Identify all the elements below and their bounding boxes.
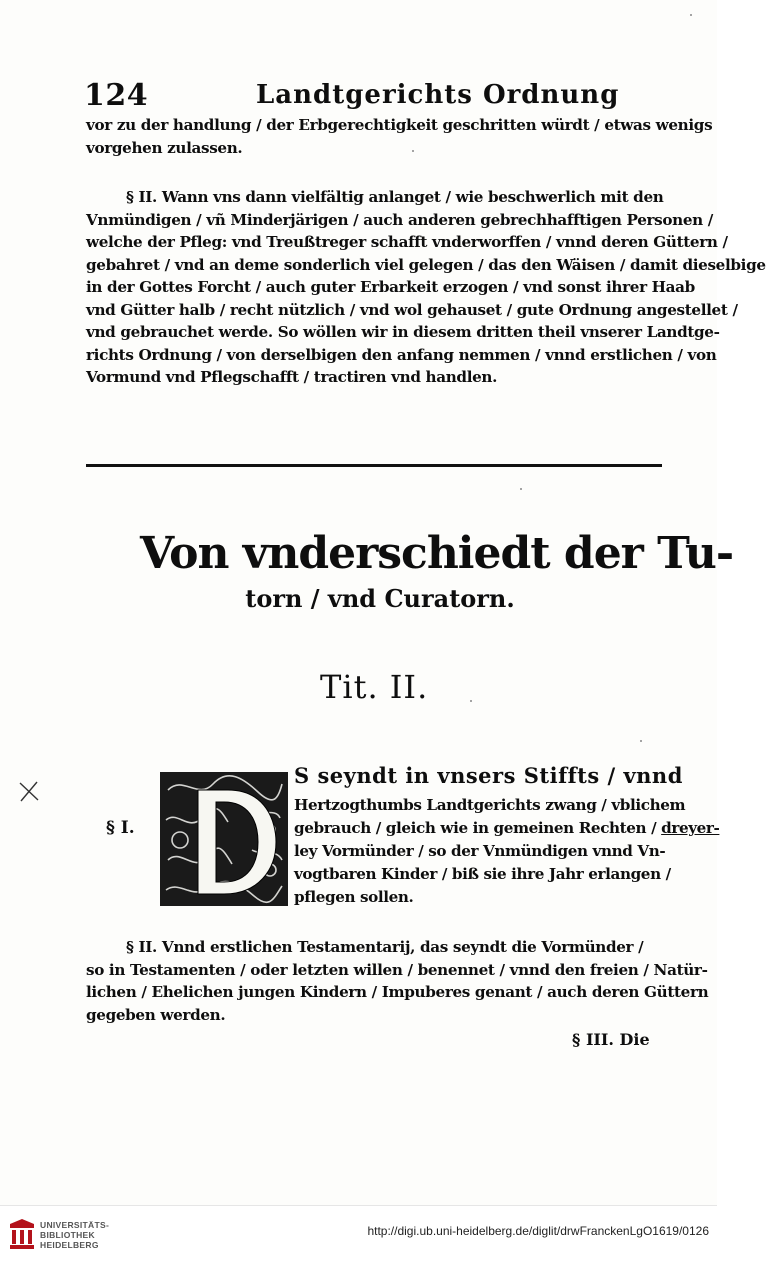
decorated-initial: [158, 770, 290, 908]
scan-speck: [640, 740, 642, 742]
text-line: lichen / Ehelichen jungen Kindern / Impuberes genant / auch deren Güttern: [86, 983, 709, 1001]
library-logo-text: [40, 1220, 109, 1250]
library-logo-icon: [8, 1218, 36, 1250]
top-text-block: [86, 114, 713, 159]
page-number: 124: [84, 78, 149, 113]
text-line: § II. Vnnd erstlichen Testamentarij, das seyndt die Vormünder /: [126, 938, 644, 956]
text-line: vnd Gütter halb / recht nützlich / vnd wol gehauset / gute Ordnung angestellet /: [86, 300, 738, 319]
scan-speck: [690, 14, 692, 16]
paragraph-I: [294, 763, 720, 909]
text-line: richts Ordnung / von derselbigen den anfang nemmen / vnnd erstlichen / von: [86, 345, 717, 364]
catchword: § III. Die: [572, 1030, 650, 1049]
text-line: pflegen sollen.: [294, 888, 414, 906]
text-line: Vnmündigen / vñ Minderjärigen / auch anderen gebrechhafftigen Personen /: [86, 210, 713, 229]
text-fragment: ley Vormünder / so der Vnmündigen vnnd Vn-: [294, 842, 666, 860]
text-line: gegeben werden.: [86, 1005, 226, 1024]
text-line-with-underline: [294, 817, 720, 840]
text-line: in der Gottes Forcht / auch guter Erbarkeit erzogen / vnd sonst ihrer Haab: [86, 278, 695, 296]
text-line: § II. Wann vns dann vielfältig anlanget / wie beschwerlich mit den: [126, 188, 664, 206]
text-fragment: gebrauch / gleich wie in gemeinen Rechten / dreyer-: [294, 819, 720, 837]
text-line-with-underline: [294, 840, 664, 863]
handwritten-cross-mark: [18, 780, 40, 802]
paragraph-II: [86, 936, 709, 1026]
text-line: vorgehen zulassen.: [86, 138, 243, 157]
section-subheading: torn / vnd Curatorn.: [245, 584, 515, 613]
text-line: vnd gebrauchet werde. So wöllen wir in diesem dritten theil vnserer Landtge-: [86, 323, 720, 341]
viewer-footer: [0, 1205, 717, 1265]
page-header: [84, 78, 664, 118]
logo-line: BIBLIOTHEK: [40, 1230, 95, 1240]
text-line: welche der Pfleg: vnd Treußtreger schafft vnderworffen / vnnd deren Güttern /: [86, 233, 728, 251]
permalink-url[interactable]: http://digi.ub.uni-heidelberg.de/diglit/drwFranckenLgO1619/0126: [367, 1224, 709, 1238]
title-number: Tit. II.: [320, 668, 429, 706]
scan-speck: [470, 700, 472, 702]
paragraph-label: § I.: [106, 818, 135, 838]
text-line: S seyndt in vnsers Stiffts / vnnd: [294, 763, 683, 788]
scan-speck: [520, 488, 522, 490]
text-line: so in Testamenten / oder letzten willen / benennet / vnnd den freien / Natür-: [86, 960, 708, 979]
text-line: Hertzogthumbs Landtgerichts zwang / vblichem: [294, 796, 686, 814]
paragraph-II-intro: [86, 186, 766, 389]
underlined-text: dreyer-: [661, 819, 720, 837]
text-line: vor zu der handlung / der Erbgerechtigkeit geschritten würdt / etwas wenigs: [86, 116, 713, 134]
section-heading: Von vnderschiedt der Tu-: [140, 528, 734, 579]
running-title: Landtgerichts Ordnung: [256, 80, 620, 110]
section-divider: [86, 464, 662, 467]
text-line: Vormund vnd Pflegschafft / tractiren vnd handlen.: [86, 368, 498, 386]
text-line: vogtbaren Kinder / biß sie ihre Jahr erlangen /: [294, 865, 671, 883]
logo-line: HEIDELBERG: [40, 1240, 99, 1250]
text-line: gebahret / vnd an deme sonderlich viel gelegen / das den Wäisen / damit dieselbige: [86, 255, 766, 274]
logo-line: UNIVERSITÄTS-: [40, 1220, 110, 1230]
